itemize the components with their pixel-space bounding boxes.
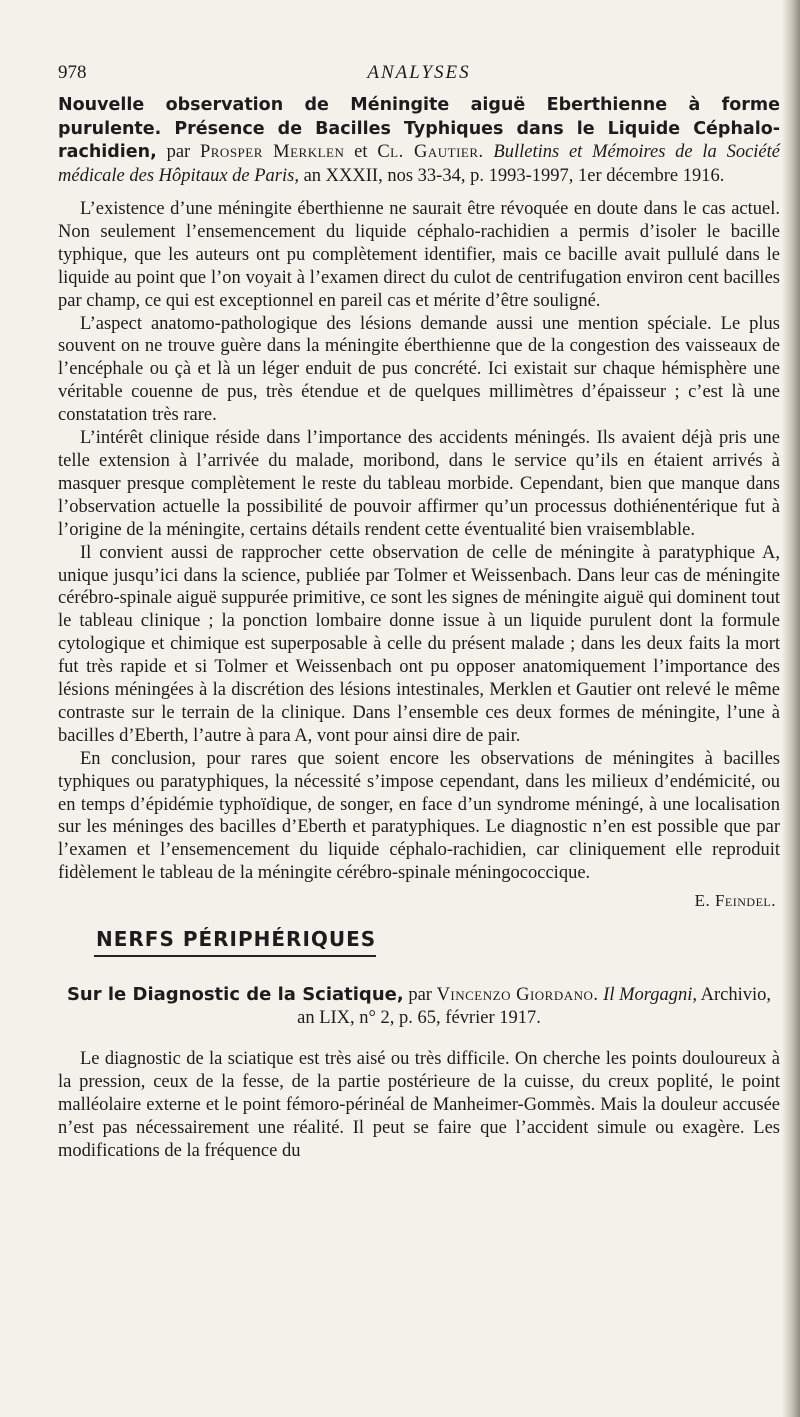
article2-paragraph-1: Le diagnostic de la sciatique est très aisé ou très difficile. On cherche les points douloureux à la pression, ceux de la fesse, de la partie postérieure de la cuisse, du creux poplité, le point malléolaire externe et le point fémoro-périnéal de Manheimer-Gommès. Mais la douleur accusée n’est pas nécessairement une réalité. Il peut se faire que l’accident simule ou exagère. Les modifications de la fréquence du — [58, 1049, 780, 1161]
running-head — [58, 58, 780, 90]
section-title: NERFS PÉRIPHÉRIQUES — [96, 927, 377, 952]
article1-paragraph-3: L’intérêt clinique réside dans l’importance des accidents méningés. Ils avaient déjà pris une telle extension à l’arrivée du malade, moribond, dans le service qu’ils en étaient arrivés à masquer presque complètement le reste du tableau morbide. Cependant, bien que manque dans l’observation actuelle la possibilité de pouvoir affirmer qu’un processus dothiénentérique fut à l’origine de la méningite, certains détails rendent cette éventualité bien vraisemblable. — [58, 428, 780, 540]
article1-paragraph-2: L’aspect anatomo-pathologique des lésions demande aussi une mention spéciale. Le plus souvent on ne trouve guère dans la méningite éberthienne que de la congestion des vaisseaux de l’encéphale ou çà et là un léger enduit de pus concrété. Ici existait sur chaque hémisphère une véritable couenne de pus, très étendue et de quelques millimètres d’épaisseur ; c’est là une constatation très rare. — [58, 313, 780, 426]
article1-author2: Cl. Gautier. — [377, 142, 484, 162]
page — [58, 58, 780, 1163]
signature-text: E. Feindel. — [694, 891, 776, 911]
article2-by: par — [408, 985, 432, 1006]
section-underline — [94, 955, 376, 957]
article2-title: Sur le Diagnostic de la Sciatique, — [66, 984, 404, 1006]
article2-author: Vincenzo Giordano. — [436, 985, 599, 1006]
article1-author1: Prosper Merklen — [199, 142, 345, 162]
article1-source: Bulletins et Mémoires de la Société médicale des Hôpitaux de Paris, — [58, 142, 780, 186]
article2-citation: Archivio, an LIX, n° 2, p. 65, février 1917. — [297, 985, 772, 1029]
article1-and: et — [354, 142, 368, 162]
article1-heading — [58, 94, 780, 188]
journal-title: ANALYSES — [367, 62, 471, 83]
article1-paragraph-4: Il convient aussi de rapprocher cette observation de celle de méningite à paratyphique A, unique jusqu’ici dans la science, publiée par Tolmer et Weissenbach. Dans leur cas de méningite cérébro-spinale aiguë suppurée primitive, ce sont les signes de méningite aiguë qui dominent tout le tableau clinique ; la ponction lombaire donne issue à un liquide purulent dont la formule cytologique et chimique est superposable à celle du présent malade ; dans les deux faits la mort fut très rapide et si Tolmer et Weissenbach ont pu opposer anatomiquement l’importance des lésions méningées à la discrétion des lésions intestinales, Merklen et Gautier ont relevé le même contraste sur le terrain de la clinique. Dans l’ensemble ces deux formes de méningite, l’une à bacilles d’Eberth, l’autre à para A, vont pour ainsi dire de pair. — [58, 542, 780, 746]
article1-paragraph-1: L’existence d’une méningite éberthienne ne saurait être révoquée en doute dans le cas actuel. Non seulement l’ensemencement du liquide céphalo-rachidien a permis d’isoler le bacille typhique, que les auteurs ont pu complètement identifier, mais ce bacille avait pullulé dans le liquide au point que l’on voyait à l’examen direct du culot de centrifugation environ cent bacilles par champ, ce qui est exceptionnel en pareil cas et mérite d’être souligné. — [58, 199, 780, 311]
article2-heading — [58, 983, 780, 1030]
page-number: 978 — [58, 62, 87, 83]
article1-citation: an XXXII, nos 33-34, p. 1993-1997, 1er décembre 1916. — [303, 165, 725, 186]
article1-signature — [58, 891, 776, 911]
article1-paragraph-5: En conclusion, pour rares que soient encore les observations de méningites à bacilles typhiques ou paratyphiques, la nécessité s’impose cependant, dans les milieux d’endémicité, ou en temps d’épidémie typhoïdique, de songer, en face d’un syndrome méningé, à une localisation sur les méninges des bacilles d’Eberth et paratyphiques. Le diagnostic n’en est possible que par l’examen et l’ensemencement du liquide céphalo-rachidien, car cliniquement elle reproduit fidèlement le tableau de la méningite cérébro-spinale méningococcique. — [58, 748, 780, 884]
article1-title: Nouvelle observation de Méningite aiguë Eberthienne à forme purulente. Présence de Bacilles Typhiques dans le Liquide Céphalo-rachidien, — [58, 95, 780, 162]
article2-source: Il Morgagni, — [603, 985, 698, 1006]
article1-by: par — [166, 142, 191, 162]
page-edge-shadow — [782, 0, 800, 1417]
